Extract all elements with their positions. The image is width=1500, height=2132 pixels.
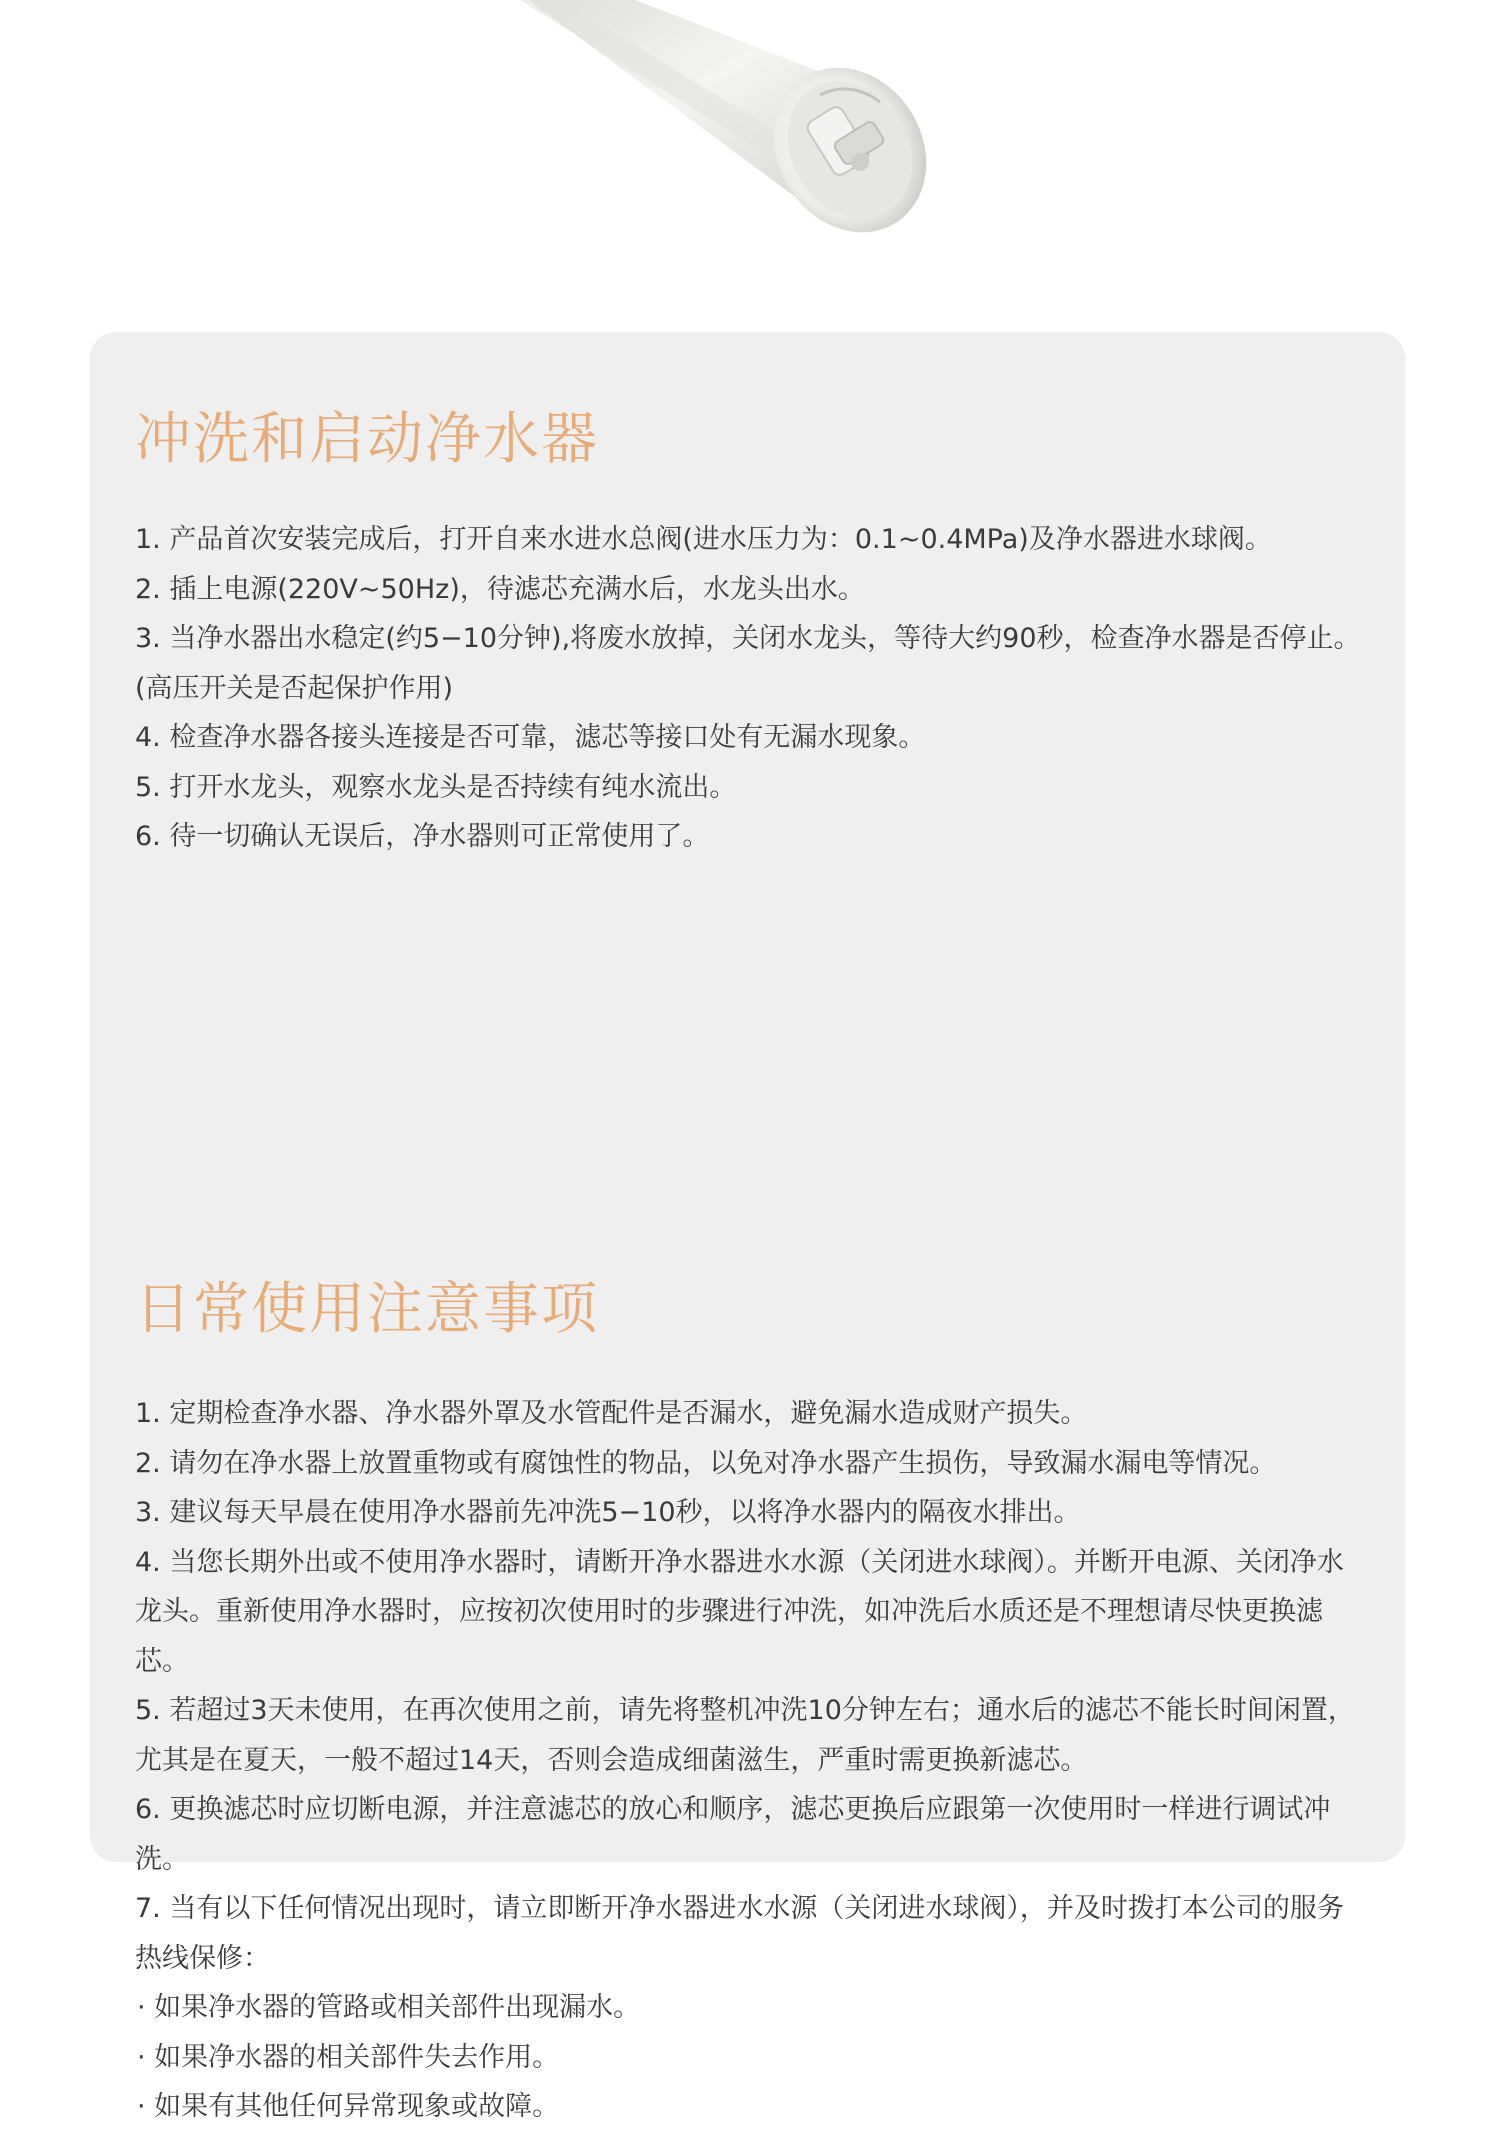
- list-item: 4. 当您长期外出或不使用净水器时，请断开净水器进水水源（关闭进水球阀）。并断开电源、关闭净水龙头。重新使用净水器时，应按初次使用时的步骤进行冲洗，如冲洗后水质还是不理想请尽快更换滤芯。: [135, 1546, 1344, 1677]
- list-item: 2. 插上电源(220V~50Hz)，待滤芯充满水后，水龙头出水。: [135, 573, 865, 605]
- list-item: 6. 更换滤芯时应切断电源，并注意滤芯的放心和顺序，滤芯更换后应跟第一次使用时一样进行调试冲洗。: [135, 1794, 1331, 1875]
- bullet-item: · 如果净水器的相关部件失去作用。: [137, 2041, 560, 2073]
- bullet-item: · 如果有其他任何异常现象或故障。: [137, 2091, 560, 2122]
- list-item: 5. 若超过3天未使用，在再次使用之前，请先将整机冲洗10分钟左右；通水后的滤芯不能长时间闲置，尤其是在夏天，一般不超过14天，否则会造成细菌滋生，严重时需更换新滤芯。: [135, 1695, 1355, 1776]
- flush-steps-list: [135, 515, 1365, 862]
- filter-cartridge-image: [0, 0, 1500, 300]
- list-item: 4. 检查净水器各接头连接是否可靠，滤芯等接口处有无漏水现象。: [135, 722, 926, 753]
- list-item: 3. 建议每天早晨在使用净水器前先冲洗5−10秒，以将净水器内的隔夜水排出。: [135, 1497, 1081, 1528]
- list-item: 5. 打开水龙头，观察水龙头是否持续有纯水流出。: [135, 771, 737, 803]
- list-item: 3. 当净水器出水稳定(约5−10分钟),将废水放掉，关闭水龙头，等待大约90秒，检查净水器是否停止。(高压开关是否起保护作用): [135, 623, 1361, 704]
- list-item: 7. 当有以下任何情况出现时，请立即断开净水器进水水源（关闭进水球阀），并及时拨打本公司的服务热线保修：: [135, 1893, 1344, 1974]
- daily-section-title: 日常使用注意事项: [135, 1277, 599, 1342]
- list-item: 1. 产品首次安装完成后，打开自来水进水总阀(进水压力为：0.1~0.4MPa)及净水器进水球阀。: [135, 524, 1272, 555]
- flush-section-title: 冲洗和启动净水器: [135, 407, 599, 472]
- instruction-card: [90, 332, 1405, 2122]
- daily-notes-list: [135, 1389, 1365, 2132]
- list-item: 1. 定期检查净水器、净水器外罩及水管配件是否漏水，避免漏水造成财产损失。: [135, 1398, 1088, 1429]
- bullet-item: · 如果净水器的管路或相关部件出现漏水。: [137, 1992, 641, 2023]
- list-item: 6. 待一切确认无误后，净水器则可正常使用了。: [135, 821, 710, 852]
- filter-cartridge-icon: [0, 0, 1500, 300]
- list-item: 2. 请勿在净水器上放置重物或有腐蚀性的物品，以免对净水器产生损伤，导致漏水漏电等情况。: [135, 1447, 1277, 1479]
